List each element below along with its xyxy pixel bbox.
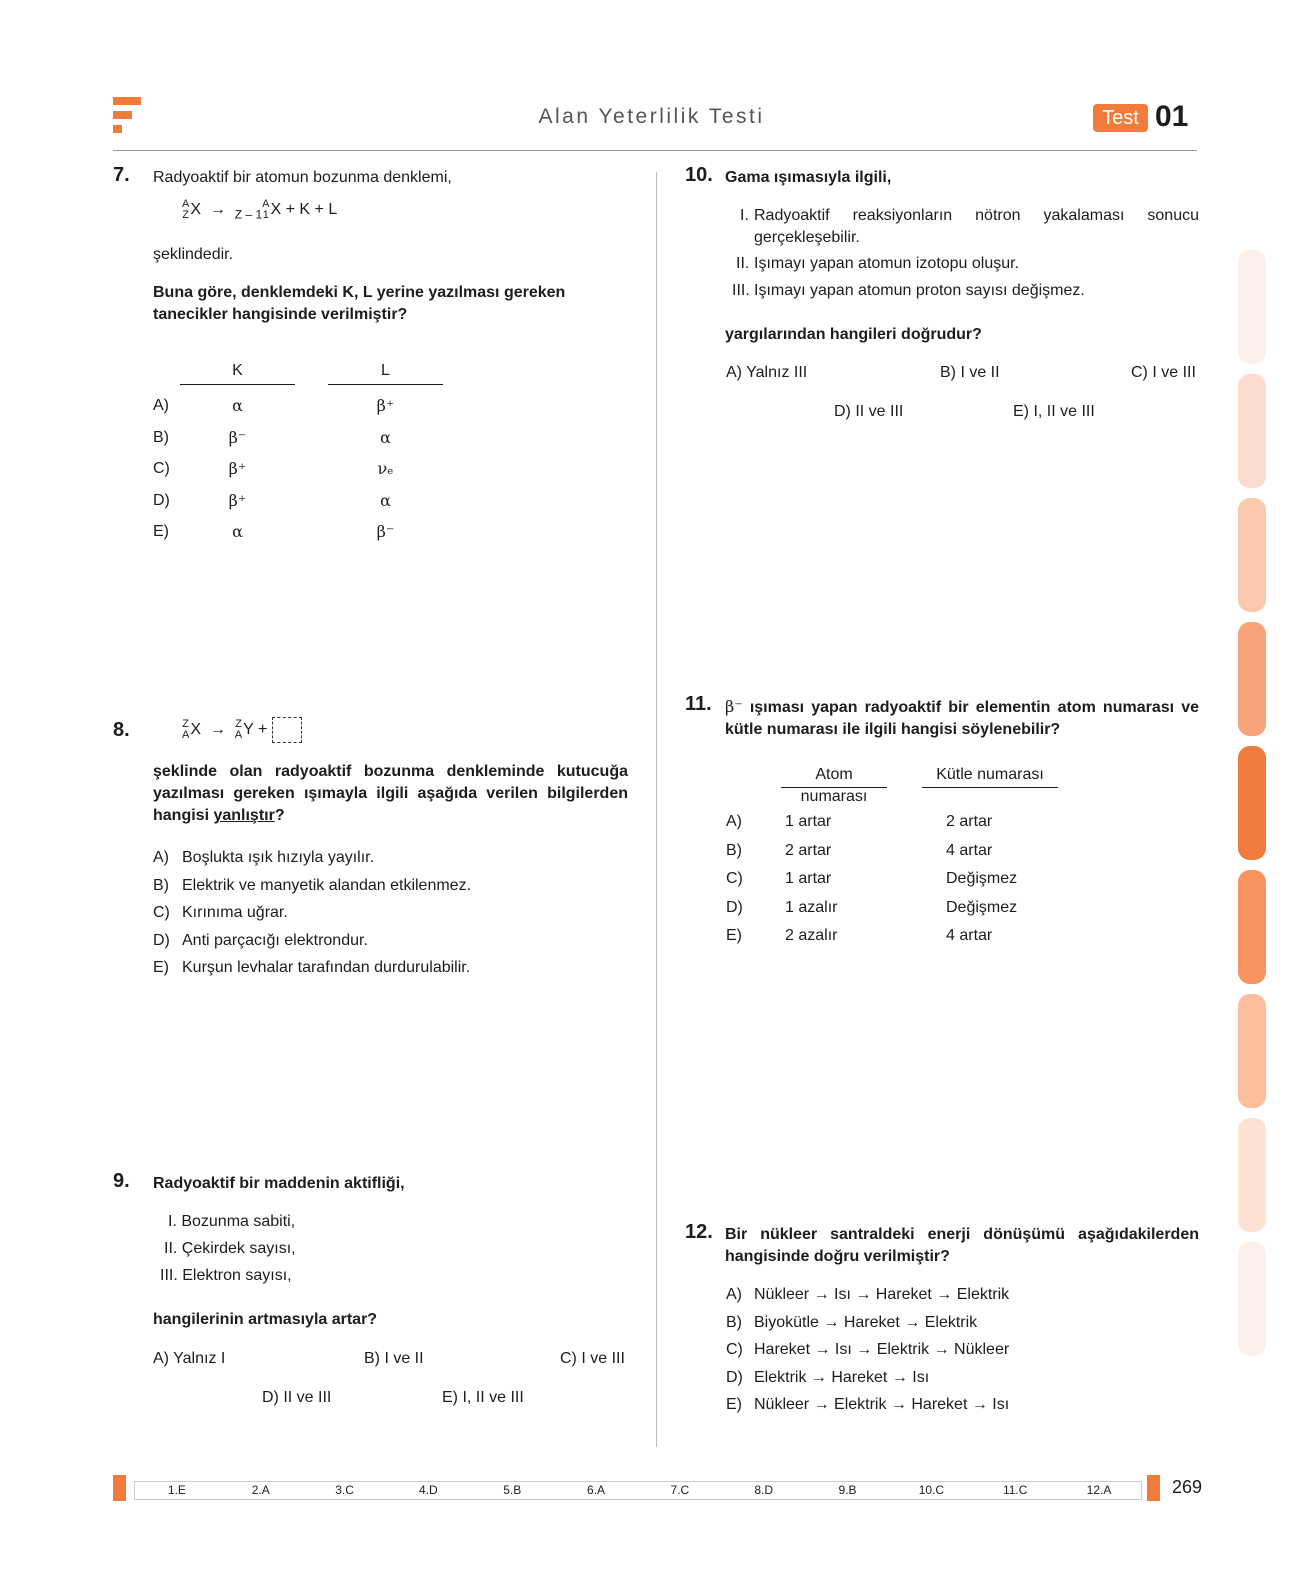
option-label: D) — [153, 931, 170, 949]
question-text: yargılarından hangileri doğrudur? — [725, 326, 982, 343]
option-label: B) — [153, 876, 169, 894]
section-tab — [1238, 498, 1266, 612]
option-label: A) — [153, 849, 169, 866]
option-text: Nükleer → Isı → Hareket → Elektrik — [754, 1286, 1010, 1303]
question-number: 9. — [113, 1170, 130, 1192]
footer-marker-left — [113, 1475, 126, 1501]
option-l: νₑ — [377, 459, 394, 478]
column-divider — [656, 172, 657, 1447]
option-l: α — [380, 490, 391, 510]
equation-caption: şeklindedir. — [153, 246, 234, 263]
option-label: D) — [726, 898, 743, 916]
statement-roman: I. — [740, 207, 749, 224]
option-k: α — [232, 522, 243, 541]
option-d: D) II ve III — [262, 1389, 332, 1406]
option-label: D) — [726, 1368, 743, 1386]
blank-box — [272, 717, 302, 743]
option-mass: 4 artar — [946, 841, 993, 859]
question-text: Buna göre, denklemdeki K, L yerine yazılması gereken tanecikler hangisinde verilmiştir? — [153, 284, 566, 323]
column-header-k: K — [232, 362, 243, 379]
option-l: α — [380, 427, 391, 447]
question-text: şeklinde olan radyoaktif bozunma denkleminde kutucuğa yazılması gereken ışımayla ilgili aşağıda verilen bilgilerden hangisi yanlıştır? — [153, 763, 628, 824]
option-text: Elektrik → Hareket → Isı — [754, 1368, 930, 1386]
option-text: Boşlukta ışık hızıyla yayılır. — [182, 849, 375, 866]
question-number: 11. — [685, 693, 712, 715]
section-tab — [1238, 746, 1266, 860]
column-header-mass: Kütle numarası — [936, 766, 1044, 783]
option-atom: 2 azalır — [785, 927, 838, 944]
section-tab — [1238, 870, 1266, 984]
question-intro: Gama ışımasıyla ilgili, — [725, 169, 892, 186]
answer-key — [134, 1481, 1142, 1500]
answer-key-cell: 3.C — [335, 1483, 354, 1497]
question-text: β⁻ ışıması yapan radyoaktif bir elementin atom numarası ve kütle numarası ile ilgili hangisi söylenebilir? — [725, 697, 1199, 738]
option-label: E) — [153, 959, 169, 976]
option-label: E) — [726, 927, 742, 944]
statement-roman: II. — [736, 255, 750, 272]
section-tab — [1238, 1242, 1266, 1356]
option-k: β⁺ — [228, 459, 247, 478]
option-c: C) I ve III — [560, 1350, 625, 1367]
option-text: Elektrik ve manyetik alandan etkilenmez. — [182, 876, 472, 894]
option-mass: 4 artar — [946, 927, 993, 944]
statement-item: II. Çekirdek sayısı, — [164, 1240, 296, 1257]
option-text: Kurşun levhalar tarafından durdurulabilir. — [182, 959, 471, 976]
page-title: Alan Yeterlilik Testi — [538, 105, 765, 128]
option-label: B) — [726, 1313, 742, 1331]
option-text: Hareket → Isı → Elektrik → Nükleer — [754, 1341, 1010, 1358]
decay-equation: A ZX → $_{Z - 1}$A 1 X + K + L — [182, 198, 338, 222]
statement-item: I. Bozunma sabiti, — [168, 1213, 296, 1230]
section-tab — [1238, 994, 1266, 1108]
statement-item: Işımayı yapan atomun proton sayısı değişmez. — [754, 282, 1085, 299]
question-number: 7. — [113, 164, 130, 186]
option-label: B) — [726, 841, 742, 859]
option-k: α — [232, 396, 243, 415]
option-text: Nükleer → Elektrik → Hareket → Isı — [754, 1396, 1010, 1413]
question-number: 12. — [685, 1221, 713, 1243]
option-label: E) — [153, 523, 169, 540]
question-intro: Radyoaktif bir atomun bozunma denklemi, — [153, 169, 452, 186]
option-k: β⁻ — [228, 427, 247, 447]
option-a: A) Yalnız I — [153, 1350, 226, 1367]
test-number: 01 — [1155, 100, 1189, 133]
answer-key-cell: 11.C — [1002, 1483, 1028, 1497]
decay-equation: Z AX → Z AY + — [182, 717, 302, 743]
statement-roman: III. — [732, 282, 750, 299]
option-label: B) — [153, 428, 169, 446]
option-text: Kırınıma uğrar. — [182, 904, 288, 921]
column-header-l: L — [381, 362, 390, 379]
option-mass: Değişmez — [946, 898, 1018, 916]
option-d: D) II ve III — [834, 403, 904, 420]
option-atom: 1 azalır — [785, 898, 838, 916]
answer-key-cell: 12.A — [1086, 1483, 1112, 1497]
option-label: C) — [153, 904, 170, 921]
answer-key-cell: 4.D — [419, 1483, 438, 1497]
column-header-atom: Atom numarası — [800, 766, 868, 805]
option-label: A) — [726, 813, 742, 830]
option-text: Biyokütle → Hareket → Elektrik — [754, 1313, 978, 1331]
page-number: 269 — [1172, 1477, 1203, 1497]
question-number: 10. — [685, 164, 713, 186]
option-label: C) — [726, 870, 743, 887]
option-atom: 1 artar — [785, 870, 832, 887]
option-label: A) — [726, 1286, 742, 1303]
option-l: β⁻ — [376, 522, 395, 541]
answer-key-cell: 9.B — [838, 1483, 857, 1497]
option-text: Anti parçacığı elektrondur. — [182, 931, 368, 949]
column-rule — [328, 384, 443, 385]
section-tab — [1238, 250, 1266, 364]
option-atom: 1 artar — [785, 813, 832, 830]
option-mass: Değişmez — [946, 870, 1018, 887]
answer-key-cell: 7.C — [670, 1483, 690, 1497]
answer-key-cell: 2.A — [251, 1483, 270, 1497]
statement-item: Radyoaktif reaksiyonların nötron yakalaması sonucu gerçekleşebilir. — [754, 207, 1199, 246]
option-c: C) I ve III — [1131, 364, 1196, 381]
option-label: D) — [153, 491, 170, 509]
question-number: 8. — [113, 719, 130, 741]
statement-item: Işımayı yapan atomun izotopu oluşur. — [754, 255, 1020, 272]
option-label: C) — [153, 460, 170, 477]
option-e: E) I, II ve III — [1013, 403, 1095, 420]
option-a: A) Yalnız III — [726, 364, 808, 381]
column-rule — [180, 384, 295, 385]
answer-key-cell: 6.A — [587, 1483, 606, 1497]
option-label: E) — [726, 1396, 742, 1413]
test-badge: Test — [1093, 104, 1148, 132]
header-divider — [113, 150, 1197, 151]
option-e: E) I, II ve III — [442, 1389, 524, 1406]
section-tab — [1238, 622, 1266, 736]
option-b: B) I ve II — [364, 1350, 424, 1367]
question-intro: Radyoaktif bir maddenin aktifliği, — [153, 1175, 405, 1192]
column-rule — [781, 787, 887, 788]
section-tab — [1238, 374, 1266, 488]
question-text: Bir nükleer santraldeki enerji dönüşümü aşağıdakilerden hangisinde doğru verilmiştir? — [725, 1226, 1199, 1265]
option-label: A) — [153, 397, 169, 414]
option-mass: 2 artar — [946, 813, 993, 830]
option-b: B) I ve II — [940, 364, 1000, 381]
option-label: C) — [726, 1341, 743, 1358]
statement-item: III. Elektron sayısı, — [160, 1267, 292, 1284]
question-text: hangilerinin artmasıyla artar? — [153, 1311, 378, 1328]
column-rule — [922, 787, 1058, 788]
option-atom: 2 artar — [785, 841, 832, 859]
option-l: β⁺ — [376, 396, 395, 415]
footer-marker-right — [1147, 1475, 1160, 1501]
answer-key-cell: 5.B — [503, 1483, 522, 1497]
section-tab — [1238, 1118, 1266, 1232]
answer-key-cell: 8.D — [754, 1483, 774, 1497]
answer-key-cell: 10.C — [918, 1483, 945, 1497]
option-k: β⁺ — [228, 490, 247, 510]
answer-key-cell: 1.E — [167, 1483, 186, 1497]
